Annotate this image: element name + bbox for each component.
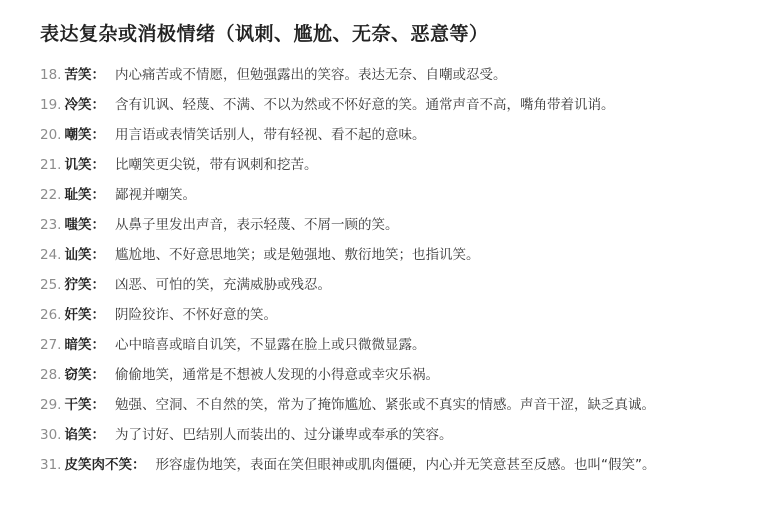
entry-definition: 尴尬地、不好意思地笑；或是勉强地、敷衍地笑；也指讥笑。 [114,247,480,263]
entry-colon: ： [91,157,105,173]
entry-definition: 形容虚伪地笑，表面在笑但眼神或肌肉僵硬，内心并无笑意甚至反感。也叫“假笑”。 [155,457,656,473]
list-item [40,450,771,480]
entry-definition: 鄙视并嘲笑。 [114,187,196,203]
list-item [40,390,771,420]
entry-number: 31. [40,457,62,473]
entry-number: 25. [40,277,62,293]
entry-colon: ： [91,127,105,143]
list-item [40,90,771,120]
list-item [40,60,771,90]
list-item [40,420,771,450]
list-item [40,270,771,300]
entry-term: 皮笑肉不笑 [64,457,132,473]
entry-number: 29. [40,397,62,413]
entry-term: 冷笑 [64,97,92,113]
list-item [40,300,771,330]
entry-definition: 勉强、空洞、不自然的笑，常为了掩饰尴尬、紧张或不真实的情感。声音干涩，缺乏真诚。 [114,397,655,413]
list-item [40,150,771,180]
entry-colon: ： [91,277,105,293]
entry-definition: 内心痛苦或不情愿，但勉强露出的笑容。表达无奈、自嘲或忍受。 [114,67,507,83]
entry-colon: ： [91,367,105,383]
entry-definition: 含有讥讽、轻蔑、不满、不以为然或不怀好意的笑。通常声音不高，嘴角带着讥诮。 [114,97,615,113]
entry-term: 苦笑 [64,67,92,83]
list-item [40,180,771,210]
entry-colon: ： [91,187,105,203]
list-item [40,360,771,390]
entry-colon: ： [131,457,146,473]
entry-term: 谄笑 [64,427,92,443]
entry-number: 27. [40,337,62,353]
entry-colon: ： [91,217,105,233]
entry-number: 26. [40,307,62,323]
entry-definition: 为了讨好、巴结别人而装出的、过分谦卑或奉承的笑容。 [114,427,453,443]
entry-colon: ： [91,247,105,263]
entry-term: 奸笑 [64,307,92,323]
entry-number: 30. [40,427,62,443]
entry-term: 耻笑 [64,187,92,203]
entry-colon: ： [91,67,105,83]
entry-term: 暗笑 [64,337,92,353]
entry-number: 21. [40,157,62,173]
entry-number: 20. [40,127,62,143]
entry-term: 讪笑 [64,247,92,263]
entry-colon: ： [91,397,105,413]
entry-definition: 从鼻子里发出声音，表示轻蔑、不屑一顾的笑。 [114,217,399,233]
entry-definition: 凶恶、可怕的笑，充满威胁或残忍。 [114,277,331,293]
entry-term: 干笑 [64,397,92,413]
entry-term: 狞笑 [64,277,92,293]
entry-definition: 阴险狡诈、不怀好意的笑。 [114,307,277,323]
entry-colon: ： [91,337,105,353]
section-title: 表达复杂或消极情绪（讽刺、尴尬、无奈、恶意等） [40,23,489,45]
entry-number: 22. [40,187,62,203]
entry-number: 24. [40,247,62,263]
list-item [40,120,771,150]
entry-definition: 比嘲笑更尖锐，带有讽刺和挖苦。 [114,157,318,173]
entry-term: 嗤笑 [64,217,92,233]
entry-colon: ： [91,97,105,113]
entry-definition: 用言语或表情笑话别人，带有轻视、看不起的意味。 [114,127,426,143]
entry-definition: 偷偷地笑，通常是不想被人发现的小得意或幸灾乐祸。 [114,367,439,383]
entry-colon: ： [91,307,105,323]
entry-term: 窃笑 [64,367,92,383]
list-item [40,330,771,360]
entry-list [40,60,771,480]
entry-definition: 心中暗喜或暗自讥笑，不显露在脸上或只微微显露。 [114,337,426,353]
list-item [40,210,771,240]
entry-number: 23. [40,217,62,233]
list-item [40,240,771,270]
entry-number: 28. [40,367,62,383]
entry-number: 18. [40,67,62,83]
entry-colon: ： [91,427,105,443]
entry-term: 讥笑 [64,157,92,173]
entry-number: 19. [40,97,62,113]
entry-term: 嘲笑 [64,127,92,143]
